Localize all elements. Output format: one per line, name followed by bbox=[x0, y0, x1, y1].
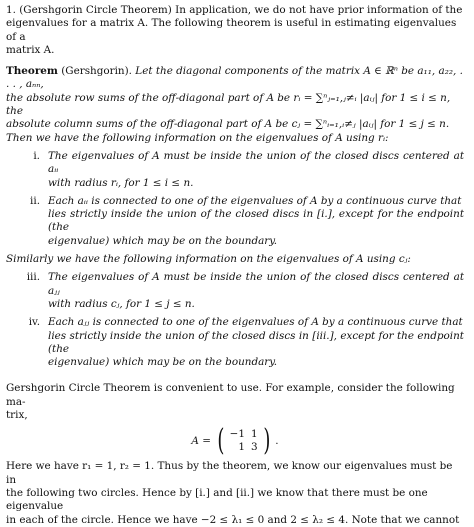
left-paren: ( bbox=[217, 423, 225, 459]
item-number: iii. bbox=[26, 271, 40, 284]
matrix-cell: 3 bbox=[250, 441, 258, 454]
item-line: with radius rᵢ, for 1 ≤ i ≤ n. bbox=[48, 176, 194, 189]
item-line: eigenvalue) which may be on the boundary. bbox=[48, 234, 278, 247]
item-line: lies strictly inside the union of the closed discs in [iii.], except for the endpoint (the bbox=[48, 329, 464, 355]
matrix-lhs: A = bbox=[191, 434, 211, 447]
theorem-line: the absolute row sums of the off-diagonal part of A be rᵢ = ∑ⁿⱼ₌₁,ⱼ≠ᵢ |aᵢⱼ| for 1 ≤ i ≤ n, the bbox=[6, 91, 451, 118]
item-number: iv. bbox=[28, 316, 40, 329]
closing-line: the following two circles. Hence by [i.] and [ii.] we know that there must be one eigenvalue bbox=[6, 486, 428, 513]
example-line: trix, bbox=[6, 409, 28, 422]
intro-line: matrix A. bbox=[6, 43, 55, 56]
theorem-block bbox=[6, 65, 464, 145]
similarly-line: Similarly we have the following information on the eigenvalues of A using cⱼ: bbox=[6, 253, 411, 266]
matrix bbox=[227, 428, 261, 454]
item-number: i. bbox=[33, 149, 40, 162]
item-line: with radius cⱼ, for 1 ≤ j ≤ n. bbox=[48, 297, 195, 310]
item-line: lies strictly inside the union of the closed discs in [i.], except for the endpoint (the bbox=[48, 208, 464, 234]
closing-line: in each of the circle. Hence we have −2 ≤ λ₁ ≤ 0 and 2 ≤ λ₂ ≤ 4. Note that we cannot bbox=[6, 513, 460, 526]
matrix-equation bbox=[6, 424, 464, 458]
intro-line: 1. (Gershgorin Circle Theorem) In application, we do not have prior information of the bbox=[6, 4, 463, 16]
theorem-text: Let the diagonal components of the matrix A ∈ ℝⁿ be a₁₁, a₂₂, . . . , aₙₙ, bbox=[6, 65, 463, 91]
theorem-line: absolute column sums of the off-diagonal part of A be cⱼ = ∑ⁿᵢ₌₁,ᵢ≠ⱼ |aᵢⱼ| for 1 ≤ j ≤ n. bbox=[6, 118, 450, 131]
item-line: The eigenvalues of A must be inside the union of the closed discs centered at aᵢᵢ bbox=[48, 149, 464, 176]
example-paragraph bbox=[6, 382, 464, 422]
list-item bbox=[6, 271, 464, 311]
matrix-cell: −1 bbox=[229, 428, 245, 441]
item-line: Each aᵢᵢ is connected to one of the eigenvalues of A by a continuous curve that bbox=[48, 194, 462, 207]
item-line: eigenvalue) which may be on the boundary. bbox=[48, 356, 278, 369]
list-item bbox=[6, 195, 464, 248]
theorem-line: Then we have the following information on the eigenvalues of A using rᵢ: bbox=[6, 131, 389, 144]
matrix-cell: 1 bbox=[250, 428, 258, 441]
theorem-heading: Theorem bbox=[6, 65, 58, 78]
intro-line: eigenvalues for a matrix A. The following theorem is useful in estimating eigenvalues of a bbox=[6, 17, 457, 43]
item-number: ii. bbox=[30, 194, 40, 207]
matrix-trailing-period: . bbox=[275, 434, 279, 447]
list-item bbox=[6, 316, 464, 369]
intro-paragraph bbox=[6, 4, 464, 57]
item-line: The eigenvalues of A must be inside the union of the closed discs centered at aⱼⱼ bbox=[48, 271, 464, 297]
example-line: Gershgorin Circle Theorem is convenient to use. For example, consider the following ma- bbox=[6, 382, 455, 408]
closing-paragraph bbox=[6, 460, 464, 526]
item-line: Each aⱼⱼ is connected to one of the eigenvalues of A by a continuous curve that bbox=[48, 316, 463, 329]
matrix-cell: 1 bbox=[238, 441, 245, 454]
theorem-name: (Gershgorin). bbox=[61, 65, 132, 78]
list-item bbox=[6, 150, 464, 190]
theorem-line bbox=[6, 65, 464, 92]
closing-line: Here we have r₁ = 1, r₂ = 1. Thus by the theorem, we know our eigenvalues must be in bbox=[6, 460, 453, 486]
right-paren: ) bbox=[262, 423, 270, 459]
